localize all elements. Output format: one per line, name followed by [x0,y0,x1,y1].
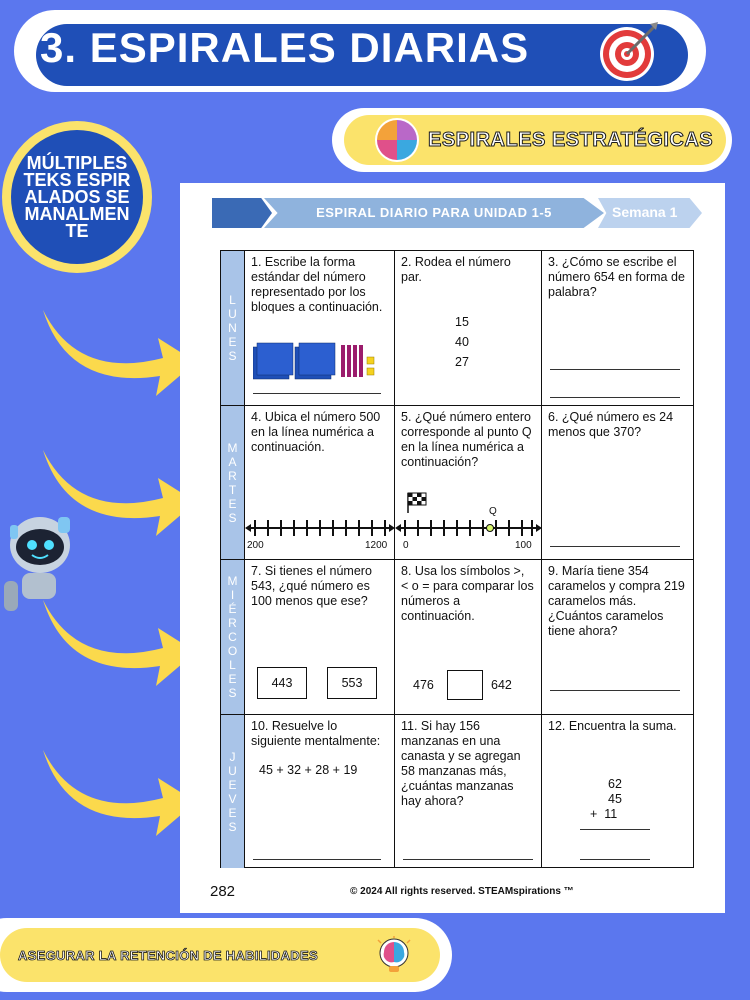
day-label-lunes [221,251,245,405]
day-letter: S [228,686,237,700]
option: 15 [455,315,469,329]
arrow-icon [38,740,198,860]
copyright: © 2024 All rights reserved. STEAMspirations ™ [350,886,574,897]
answer-line [580,859,650,860]
point-q-label: Q [489,506,497,517]
sum-bar [580,829,650,830]
day-letter: S [228,510,237,525]
day-letter: R [228,616,237,630]
row-lunes [221,251,693,406]
answer-option-box[interactable]: 443 [257,667,307,699]
day-letter: U [228,307,237,321]
answer-line [550,397,680,398]
question-3: 3. ¿Cómo se escribe el número 654 en forma de palabra? [542,251,693,405]
option: 27 [455,355,469,369]
worksheet-header [212,198,702,228]
day-letter: T [228,482,237,497]
question-10: 10. Resuelve lo siguiente mentalmente: 45 + 32 + 28 + 19 [245,715,395,868]
day-letter: L [229,293,236,307]
teks-badge [2,121,152,273]
option: 40 [455,335,469,349]
arrow-icon [38,300,198,420]
day-label-jueves [221,715,245,868]
axis-min: 200 [247,540,264,551]
day-letter: V [228,791,237,806]
worksheet-title: ESPIRAL DIARIO PARA UNIDAD 1-5 [316,205,552,220]
robot-icon [0,505,78,615]
compare-right: 642 [491,678,512,692]
page-title: 3. ESPIRALES DIARIAS [40,24,530,71]
addend: 62 [608,777,622,791]
answer-line [550,546,680,547]
strategic-spirals-pill [332,108,732,172]
addend: + 11 [590,807,618,821]
comparison-box[interactable] [447,670,483,700]
day-letter: O [227,644,238,658]
day-letter: E [228,672,237,686]
day-letter: E [228,777,237,792]
day-letter: M [227,440,238,455]
worksheet-page [180,183,725,913]
question-11: 11. Si hay 156 manzanas en una canasta y se agregan 58 manzanas más, ¿cuántas manzanas hay ahora? [395,715,542,868]
answer-line [550,369,680,370]
axis-min: 0 [403,540,409,551]
compare-left: 476 [413,678,434,692]
page-number: 282 [210,883,236,900]
answer-line [253,859,381,860]
number-line [245,516,395,540]
addend: 45 [608,792,622,806]
day-letter: E [228,805,237,820]
answer-line [403,859,533,860]
quadrant-icons [372,115,422,165]
expression: 45 + 32 + 28 + 19 [259,763,358,777]
axis-max: 1200 [365,540,388,551]
question-9: 9. María tiene 354 caramelos y compra 219 caramelos más. ¿Cuántos caramelos tiene ahora? [542,560,693,714]
day-letter: A [228,454,237,469]
day-letter: N [228,321,237,335]
row-jueves [221,715,693,868]
day-letter: R [228,468,237,483]
badge-text: MÚLTIPLES TEKS ESPIRALADOS SEMANALMENTE [23,152,131,241]
base-ten-blocks [253,341,383,381]
day-letter: L [229,658,236,672]
question-8: 8. Usa los símbolos >, < o = para comparar los números a continuación. 476 642 [395,560,542,714]
day-letter: E [228,335,237,349]
day-letter: U [228,763,237,778]
question-2: 2. Rodea el número par. 15 40 27 [395,251,542,405]
question-6: 6. ¿Qué número es 24 menos que 370? [542,406,693,559]
question-4: 4. Ubica el número 500 en la línea numérica a continuación. 200 1200 [245,406,395,559]
number-line [395,516,542,540]
axis-max: 100 [515,540,532,551]
brain-lightbulb-icon [374,936,414,976]
day-label-martes [221,406,245,559]
checkered-flag-icon [405,491,429,513]
question-7: 7. Si tienes el número 543, ¿qué número es 100 menos que ese? 443 553 [245,560,395,714]
question-1: 1. Escribe la forma estándar del número representado por los bloques a continuación. [245,251,395,405]
answer-line [253,393,381,394]
day-letter: C [228,630,237,644]
row-miercoles [221,560,693,715]
spiral-grid [220,250,694,868]
row-martes [221,406,693,560]
answer-option-box[interactable]: 553 [327,667,377,699]
answer-line [550,690,680,691]
strategic-pill-label: ESPIRALES ESTRATÉGICAS [428,129,714,151]
day-letter: S [228,349,237,363]
day-letter: E [228,496,237,511]
question-5: 5. ¿Qué número entero corresponde al punto Q en la línea numérica a continuación? Q 0 100 [395,406,542,559]
day-letter: J [229,749,236,764]
target-icon [596,18,662,84]
question-12: 12. Encuentra la suma. 62 45 + 11 [542,715,693,868]
week-label: Semana 1 [612,204,678,220]
day-letter: I [230,588,235,602]
day-letter: É [228,602,237,616]
day-letter: M [227,574,238,588]
day-letter: S [228,819,237,834]
skills-retention-label: ASEGURAR LA RETENCIÓN DE HABILIDADES [18,948,318,963]
day-label-miercoles [221,560,245,714]
